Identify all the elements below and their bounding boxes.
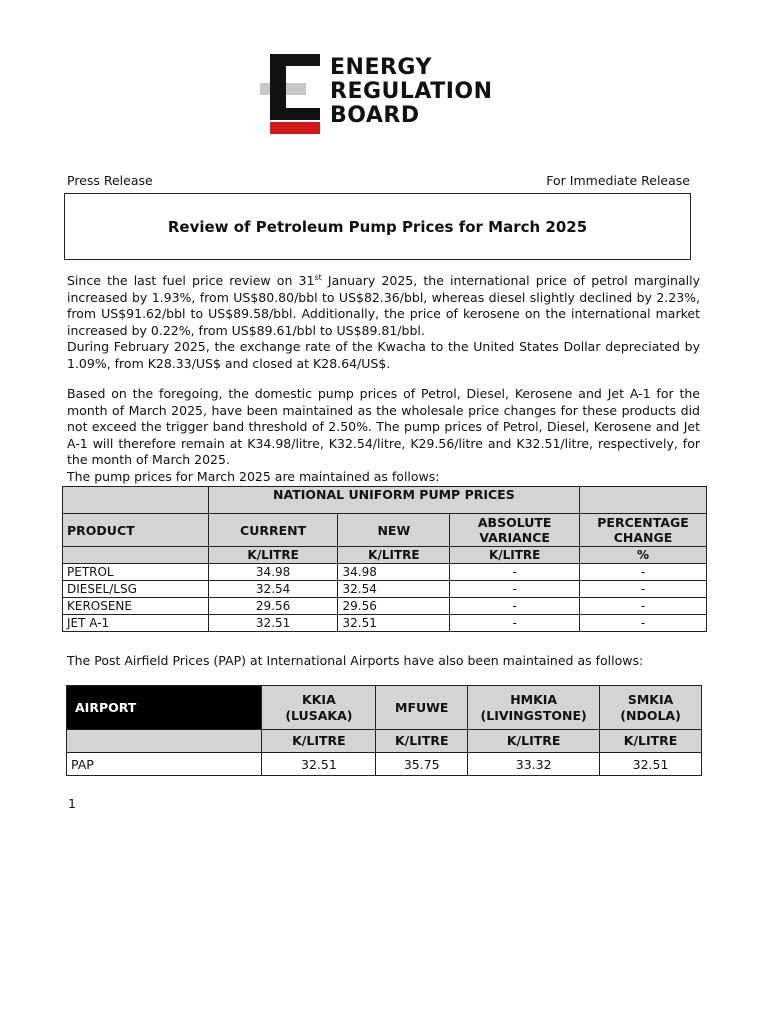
pap-kkia: 32.51 [262, 753, 376, 776]
logo-line-3: BOARD [330, 103, 420, 128]
current-price: 32.51 [208, 615, 338, 632]
header-smkia: SMKIA (NDOLA) [600, 686, 702, 730]
unit-cell: K/LITRE [376, 730, 468, 753]
unit-blank [67, 730, 262, 753]
new-price: 32.54 [338, 581, 450, 598]
pap-intro: The Post Airfield Prices (PAP) at International Airports have also been maintained as follows: [67, 653, 644, 668]
unit-cell: K/LITRE [600, 730, 702, 753]
header-kkia: KKIA (LUSAKA) [262, 686, 376, 730]
table-row [63, 598, 707, 615]
pap-smkia: 32.51 [600, 753, 702, 776]
unit-cell: K/LITRE [450, 547, 580, 564]
title-box [64, 193, 691, 260]
unit-cell: K/LITRE [208, 547, 338, 564]
header-product: PRODUCT [63, 514, 209, 547]
erb-logo-text [330, 56, 493, 128]
pap-table [66, 685, 702, 776]
paragraph-international-prices: Since the last fuel price review on 31st January 2025, the international price of petrol marginally increased by 1.93%, from US$80.80/bbl to US$82.36/bbl, whereas diesel slightly declined by 2.23%, from US$91.62/bbl to US$89.58/bbl. Additionally, the price of kerosene on the international market increased by 0.22%, from US$89.61/bbl to US$89.81/bbl. [67, 272, 700, 338]
header-hmkia: HMKIA (LIVINGSTONE) [468, 686, 600, 730]
header-absolute-variance: ABSOLUTE VARIANCE [450, 514, 580, 547]
immediate-release-label: For Immediate Release [546, 173, 690, 188]
body-paragraphs [67, 273, 700, 372]
unit-blank [63, 547, 209, 564]
press-release-label: Press Release [67, 173, 153, 188]
product-name: JET A-1 [63, 615, 209, 632]
unit-cell: K/LITRE [468, 730, 600, 753]
current-price: 32.54 [208, 581, 338, 598]
logo-line-1: ENERGY [330, 55, 432, 80]
table-row [63, 564, 707, 581]
product-name: KEROSENE [63, 598, 209, 615]
table-corner-cell [63, 487, 209, 514]
unit-cell: % [580, 547, 707, 564]
percentage-change: - [580, 598, 707, 615]
table-row [67, 753, 702, 776]
paragraph-exchange-rate: During February 2025, the exchange rate of the Kwacha to the United States Dollar depreciated by 1.09%, from K28.33/US$ and closed at K28.64/US$. [67, 339, 700, 371]
table-corner-cell-right [580, 487, 707, 514]
new-price: 29.56 [338, 598, 450, 615]
absolute-variance: - [450, 564, 580, 581]
document-title: Review of Petroleum Pump Prices for March 2025 [167, 217, 588, 236]
paragraph-pump-prices-decision: Based on the foregoing, the domestic pump prices of Petrol, Diesel, Kerosene and Jet A-1 for the month of March 2025, have been maintained as the wholesale price changes for these products did not exceed the trigger band threshold of 2.50%. The pump prices of Petrol, Diesel, Kerosene and Jet A-1 will therefore remain at K34.98/litre, K32.54/litre, K29.56/litre and K32.51/litre, respectively, for the month of March 2025. [67, 386, 700, 467]
table-row [63, 615, 707, 632]
header-mfuwe: MFUWE [376, 686, 468, 730]
header-percentage-change: PERCENTAGE CHANGE [580, 514, 707, 547]
percentage-change: - [580, 581, 707, 598]
pump-prices-table [62, 486, 707, 632]
absolute-variance: - [450, 615, 580, 632]
percentage-change: - [580, 564, 707, 581]
current-price: 34.98 [208, 564, 338, 581]
unit-cell: K/LITRE [262, 730, 376, 753]
product-name: DIESEL/LSG [63, 581, 209, 598]
pap-mfuwe: 35.75 [376, 753, 468, 776]
erb-logo-mark [260, 54, 322, 136]
percentage-change: - [580, 615, 707, 632]
header-new: NEW [338, 514, 450, 547]
page-number: 1 [68, 796, 76, 811]
table-row [63, 581, 707, 598]
new-price: 34.98 [338, 564, 450, 581]
new-price: 32.51 [338, 615, 450, 632]
pap-label: PAP [67, 753, 262, 776]
absolute-variance: - [450, 598, 580, 615]
current-price: 29.56 [208, 598, 338, 615]
header-current: CURRENT [208, 514, 338, 547]
group-header: NATIONAL UNIFORM PUMP PRICES [208, 487, 579, 514]
product-name: PETROL [63, 564, 209, 581]
unit-cell: K/LITRE [338, 547, 450, 564]
logo-line-2: REGULATION [330, 79, 493, 104]
pump-prices-intro: The pump prices for March 2025 are maintained as follows: [67, 469, 440, 484]
header-airport: AIRPORT [67, 686, 262, 730]
absolute-variance: - [450, 581, 580, 598]
pap-hmkia: 33.32 [468, 753, 600, 776]
